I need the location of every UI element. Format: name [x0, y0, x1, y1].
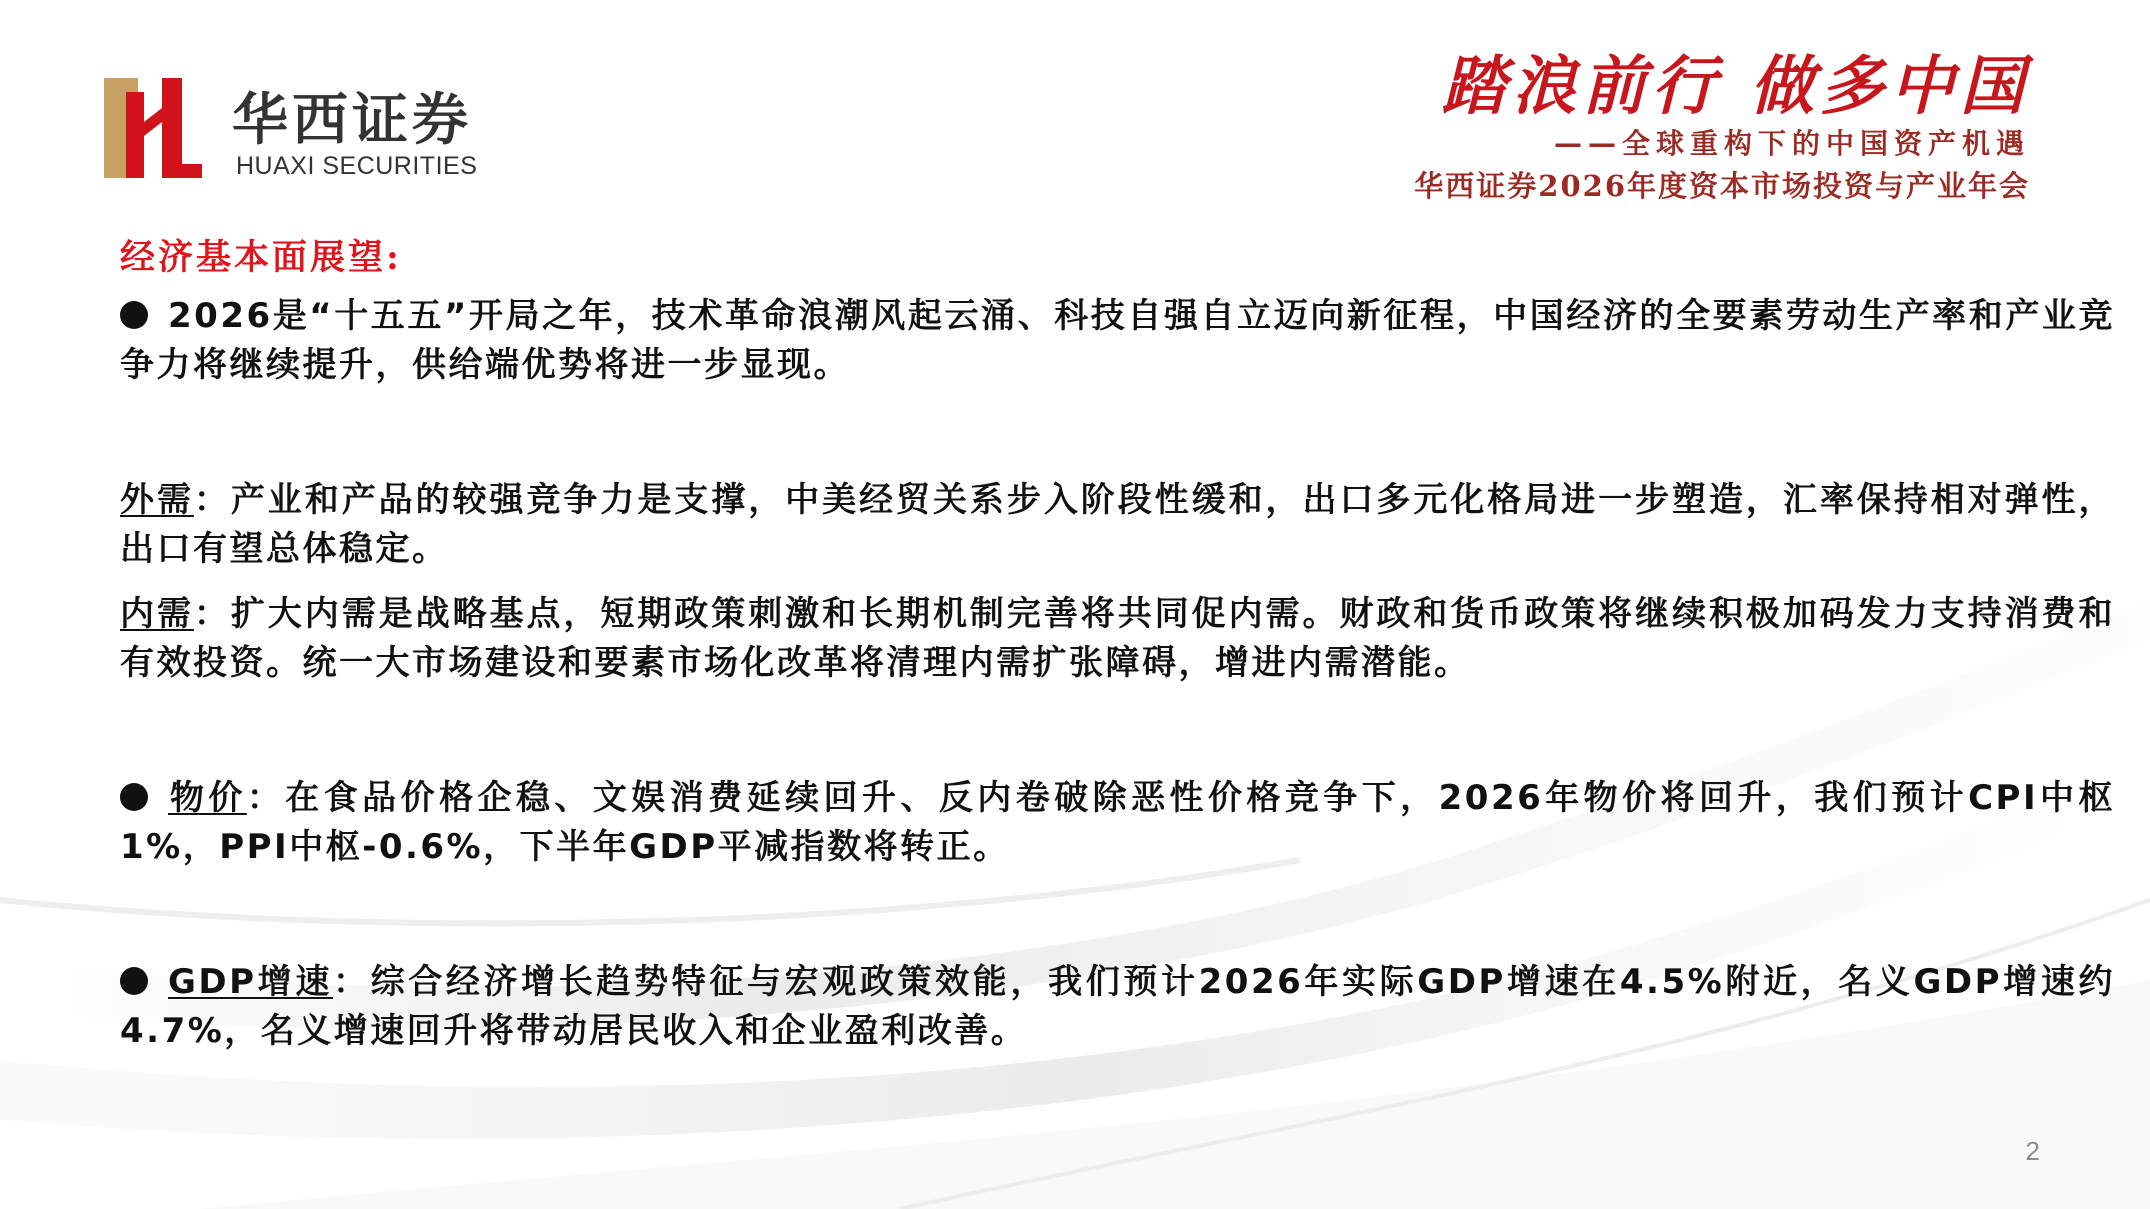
conference-event-name: 华西证券2026年度资本市场投资与产业年会: [1414, 169, 2030, 203]
keyword-gdp-growth: GDP增速: [168, 962, 333, 1002]
brand-name-en: HUAXI SECURITIES: [236, 152, 478, 180]
conference-slogan: 踏浪前行 做多中国: [1441, 49, 2030, 124]
paragraph-external-demand: [120, 476, 2115, 574]
huaxi-logo: [104, 74, 524, 184]
section-title: 经济基本面展望:: [120, 237, 402, 278]
bullet-icon: [120, 783, 148, 811]
page-number: 2: [2025, 1136, 2040, 1166]
main-content: [120, 232, 2115, 1056]
bullet-icon: [120, 967, 148, 995]
keyword-external-demand: 外需: [120, 480, 194, 520]
keyword-domestic-demand: 内需: [120, 594, 194, 634]
paragraph-external-demand-text: ：产业和产品的较强竞争力是支撑，中美经贸关系步入阶段性缓和，出口多元化格局进一步塑造，汇率保持相对弹性，出口有望总体稳定。: [120, 480, 2115, 569]
paragraph-gdp-growth-text: ：综合经济增长趋势特征与宏观政策效能，我们预计2026年实际GDP增速在4.5%附近，名义GDP增速约4.7%，名义增速回升将带动居民收入和企业盈利改善。: [120, 962, 2115, 1051]
brand-name-cn: 华西证券: [232, 87, 472, 153]
paragraph-gdp-growth: [120, 958, 2115, 1056]
conference-title-block: [1210, 49, 2030, 204]
conference-subtitle: ——全球重构下的中国资产机遇: [1553, 127, 2030, 160]
paragraph-overview: [120, 292, 2115, 390]
paragraph-overview-text: 2026是“十五五”开局之年，技术革命浪潮风起云涌、科技自强自立迈向新征程，中国经济的全要素劳动生产率和产业竞争力将继续提升，供给端优势将进一步显现。: [120, 296, 2115, 385]
paragraph-prices: [120, 774, 2115, 872]
keyword-prices: 物价: [168, 778, 247, 818]
bullet-icon: [120, 301, 148, 329]
paragraph-domestic-demand-text: ：扩大内需是战略基点，短期政策刺激和长期机制完善将共同促内需。财政和货币政策将继续积极加码发力支持消费和有效投资。统一大市场建设和要素市场化改革将清理内需扩张障碍，增进内需潜能。: [120, 594, 2115, 683]
paragraph-domestic-demand: [120, 590, 2115, 688]
paragraph-prices-text: ：在食品价格企稳、文娱消费延续回升、反内卷破除恶性价格竞争下，2026年物价将回升，我们预计CPI中枢1%，PPI中枢-0.6%，下半年GDP平减指数将转正。: [120, 778, 2116, 867]
huaxi-logo-mark-icon: [104, 78, 202, 178]
